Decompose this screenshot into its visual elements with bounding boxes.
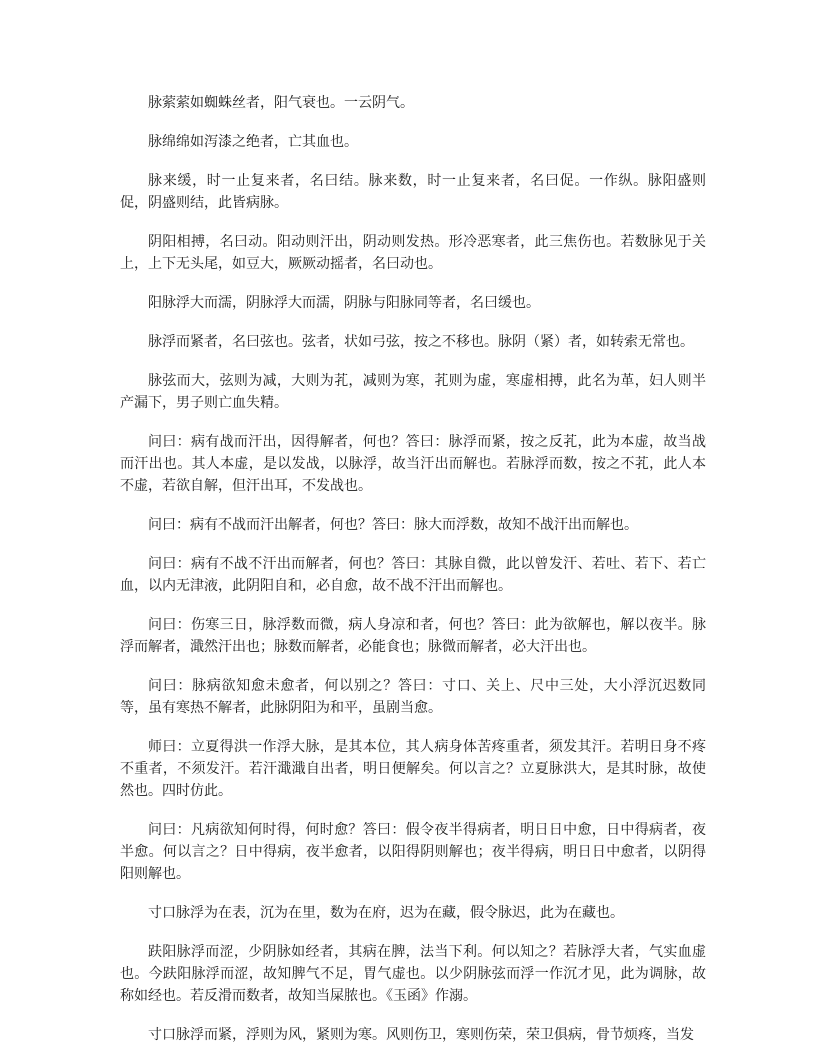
paragraph-3: 脉来缓，时一止复来者，名曰结。脉来数，时一止复来者，名曰促。一作纵。脉阳盛则促，阴盛则结，此皆病脉。: [120, 173, 706, 211]
paragraph-8: 问曰：病有战而汗出，因得解者，何也？答曰：脉浮而紧，按之反芤，此为本虚，故当战而汗出也。其人本虚，是以发战，以脉浮，故当汗出而解也。若脉浮而数，按之不芤，此人本不虚，若欲自解，但汗出耳，不发战也。: [120, 434, 706, 494]
paragraph-4: 阴阳相搏，名曰动。阳动则汗出，阴动则发热。形冷恶寒者，此三焦伤也。若数脉见于关上，上下无头尾，如豆大，厥厥动摇者，名曰动也。: [120, 234, 706, 272]
paragraph-13: 师曰：立夏得洪一作浮大脉，是其本位，其人病身体苦疼重者，须发其汗。若明日身不疼不重者，不须发汗。若汗濈濈自出者，明日便解矣。何以言之？立夏脉洪大，是其时脉，故使然也。四时仿此。: [120, 739, 706, 799]
paragraph-2: 脉绵绵如泻漆之绝者，亡其血也。: [148, 134, 358, 150]
paragraph-10: 问曰：病有不战不汗出而解者，何也？答曰：其脉自微，此以曾发汗、若吐、若下、若亡血，以内无津液，此阴阳自和，必自愈，故不战不汗出而解也。: [120, 556, 706, 594]
paragraph-14: 问曰：凡病欲知何时得，何时愈？答曰：假令夜半得病者，明日日中愈，日中得病者，夜半愈。何以言之？日中得病，夜半愈者，以阳得阴则解也；夜半得病，明日日中愈者，以阴得阳则解也。: [120, 822, 706, 882]
paragraph-12: 问曰：脉病欲知愈未愈者，何以别之？答曰：寸口、关上、尺中三处，大小浮沉迟数同等，虽有寒热不解者，此脉阴阳为和平，虽剧当愈。: [120, 678, 706, 716]
paragraph-1: 脉萦萦如蜘蛛丝者，阳气衰也。一云阴气。: [148, 95, 414, 111]
paragraph-17: 寸口脉浮而紧，浮则为风，紧则为寒。风则伤卫，寒则伤荣，荣卫俱病，骨节烦疼，当发: [148, 1027, 694, 1043]
paragraph-15: 寸口脉浮为在表，沉为在里，数为在府，迟为在藏，假令脉迟，此为在藏也。: [148, 905, 624, 921]
paragraph-16: 趺阳脉浮而涩，少阴脉如经者，其病在脾，法当下利。何以知之？若脉浮大者，气实血虚也。今趺阳脉浮而涩，故知脾气不足，胃气虚也。以少阴脉弦而浮一作沉才见，此为调脉，故称如经也。若反滑而数者，故知当屎脓也。《玉函》作溺。: [120, 944, 706, 1004]
paragraph-6: 脉浮而紧者，名曰弦也。弦者，状如弓弦，按之不移也。脉阴（紧）者，如转索无常也。: [148, 334, 694, 350]
paragraph-9: 问曰：病有不战而汗出解者，何也？答曰：脉大而浮数，故知不战汗出而解也。: [148, 517, 638, 533]
paragraph-11: 问曰：伤寒三日，脉浮数而微，病人身凉和者，何也？答曰：此为欲解也，解以夜半。脉浮而解者，濈然汗出也；脉数而解者，必能食也；脉微而解者，必大汗出也。: [120, 617, 706, 655]
paragraph-5: 阳脉浮大而濡，阴脉浮大而濡，阴脉与阳脉同等者，名曰缓也。: [148, 295, 540, 311]
paragraph-7: 脉弦而大，弦则为减，大则为芤，减则为寒，芤则为虚，寒虚相搏，此名为革，妇人则半产漏下，男子则亡血失精。: [120, 373, 706, 411]
